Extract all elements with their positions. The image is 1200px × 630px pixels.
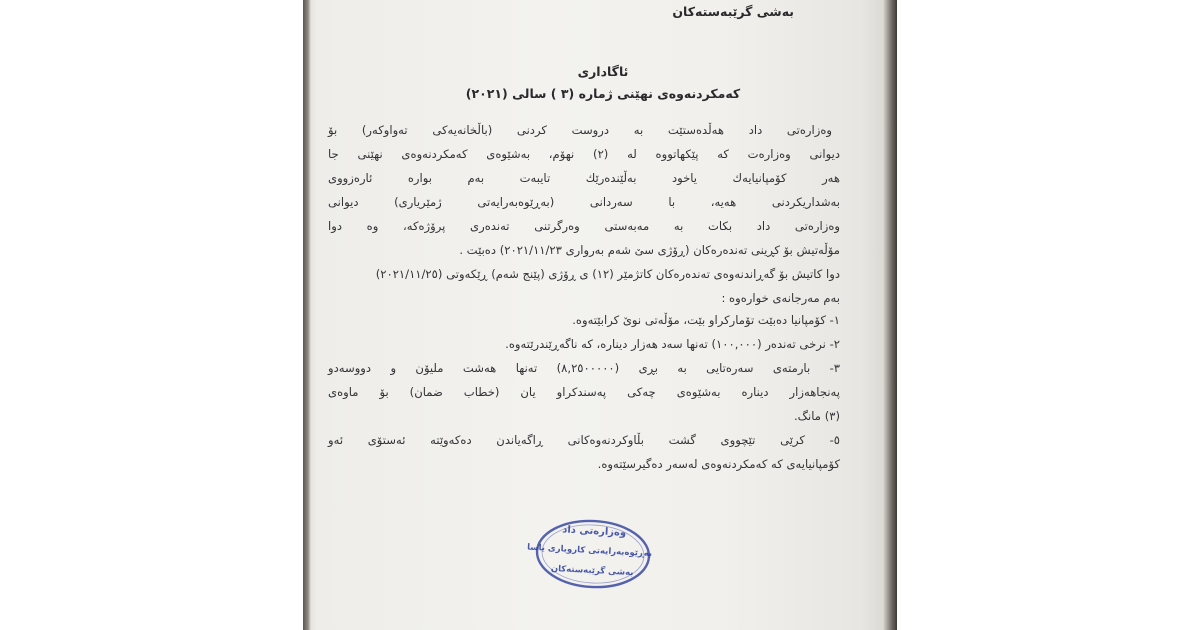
notice-title: ئاگاداری: [577, 64, 629, 79]
body-line-6: مۆڵەتیش بۆ کڕینی تەندەرەکان (ڕۆژی سێ شەم بەرواری ٢٠٢١/١١/٢٣) دەبێت .: [459, 243, 840, 257]
body-line-2: دیوانی وەزارەت کە پێکهاتووە لە (٢) نهۆم، بەشێوەی کەمکردنەوەی نهێنی جا: [328, 147, 840, 161]
document-page: [320, 0, 872, 630]
condition-1: ١- کۆمپانیا دەبێت تۆمارکراو بێت، مۆڵەتی نوێ کرابێتەوە.: [572, 313, 840, 327]
condition-5-continued: کۆمپانیایەی کە کەمکردنەوەی لەسەر دەگیرسێتەوە.: [597, 457, 840, 471]
condition-2: ٢- نرخی تەندەر (١٠٠,٠٠٠) تەنها سەد هەزار دینارە، کە ناگەڕێندرێتەوە.: [505, 337, 840, 351]
department-header: بەشی گرێبەستەکان: [672, 4, 794, 19]
body-line-8: بەم مەرجانەی خوارەوە :: [721, 291, 840, 305]
stamp-line-1: وەزارەتی داد: [561, 524, 627, 539]
notice-subtitle: کەمکردنەوەی نهێنی ژمارە (٣ ) سالی (٢٠٢١): [465, 86, 741, 101]
body-line-1: وەزارەتی داد هەڵدەستێت بە دروست کردنی (باڵخانەیەکی تەواوکەر) بۆ: [328, 123, 832, 137]
body-line-7: دوا کاتیش بۆ گەڕاندنەوەی تەندەرەکان کاتژمێر (١٢) ی ڕۆژی (پێنج شەم) ڕێکەوتی (٢٠٢١/١١/٢٥): [375, 267, 840, 281]
ministry-stamp: [526, 515, 654, 593]
condition-5: ٥- کرێی تێچووی گشت بڵاوکردنەوەکانی ڕاگەیاندن دەکەوێتە ئەستۆی ئەو: [328, 433, 840, 447]
body-line-3: هەر کۆمپانیایەك یاخود بەڵێندەرێك تایبەت بەم بوارە ئارەزووی: [328, 171, 840, 185]
condition-3-end: (٣) مانگ.: [793, 409, 840, 423]
stamp-line-3: بەشی گرێبەستەکان: [550, 563, 634, 579]
condition-3: ٣- بارمتەی سەرەتایی بە بڕی (٨,٢٥٠٠٠٠٠) تەنها هەشت ملیۆن و دووسەدو: [328, 361, 840, 375]
body-line-5: وەزارەتی داد بکات بە مەبەستی وەرگرتنی تەندەری پرۆژەکە، وە دوا: [328, 219, 840, 233]
condition-3-continued: پەنجاهەزار دینارە بەشێوەی چەکی پەسندکراو یان (خطاب ضمان) بۆ ماوەی: [328, 385, 840, 399]
body-line-4: بەشداریکردنی هەیە، با سەردانی (بەڕێوەبەرایەتی ژمێریاری) دیوانی: [328, 195, 840, 209]
stamp-line-2: بەڕێوەبەرایەتی کاروباری یاسا: [526, 542, 653, 560]
